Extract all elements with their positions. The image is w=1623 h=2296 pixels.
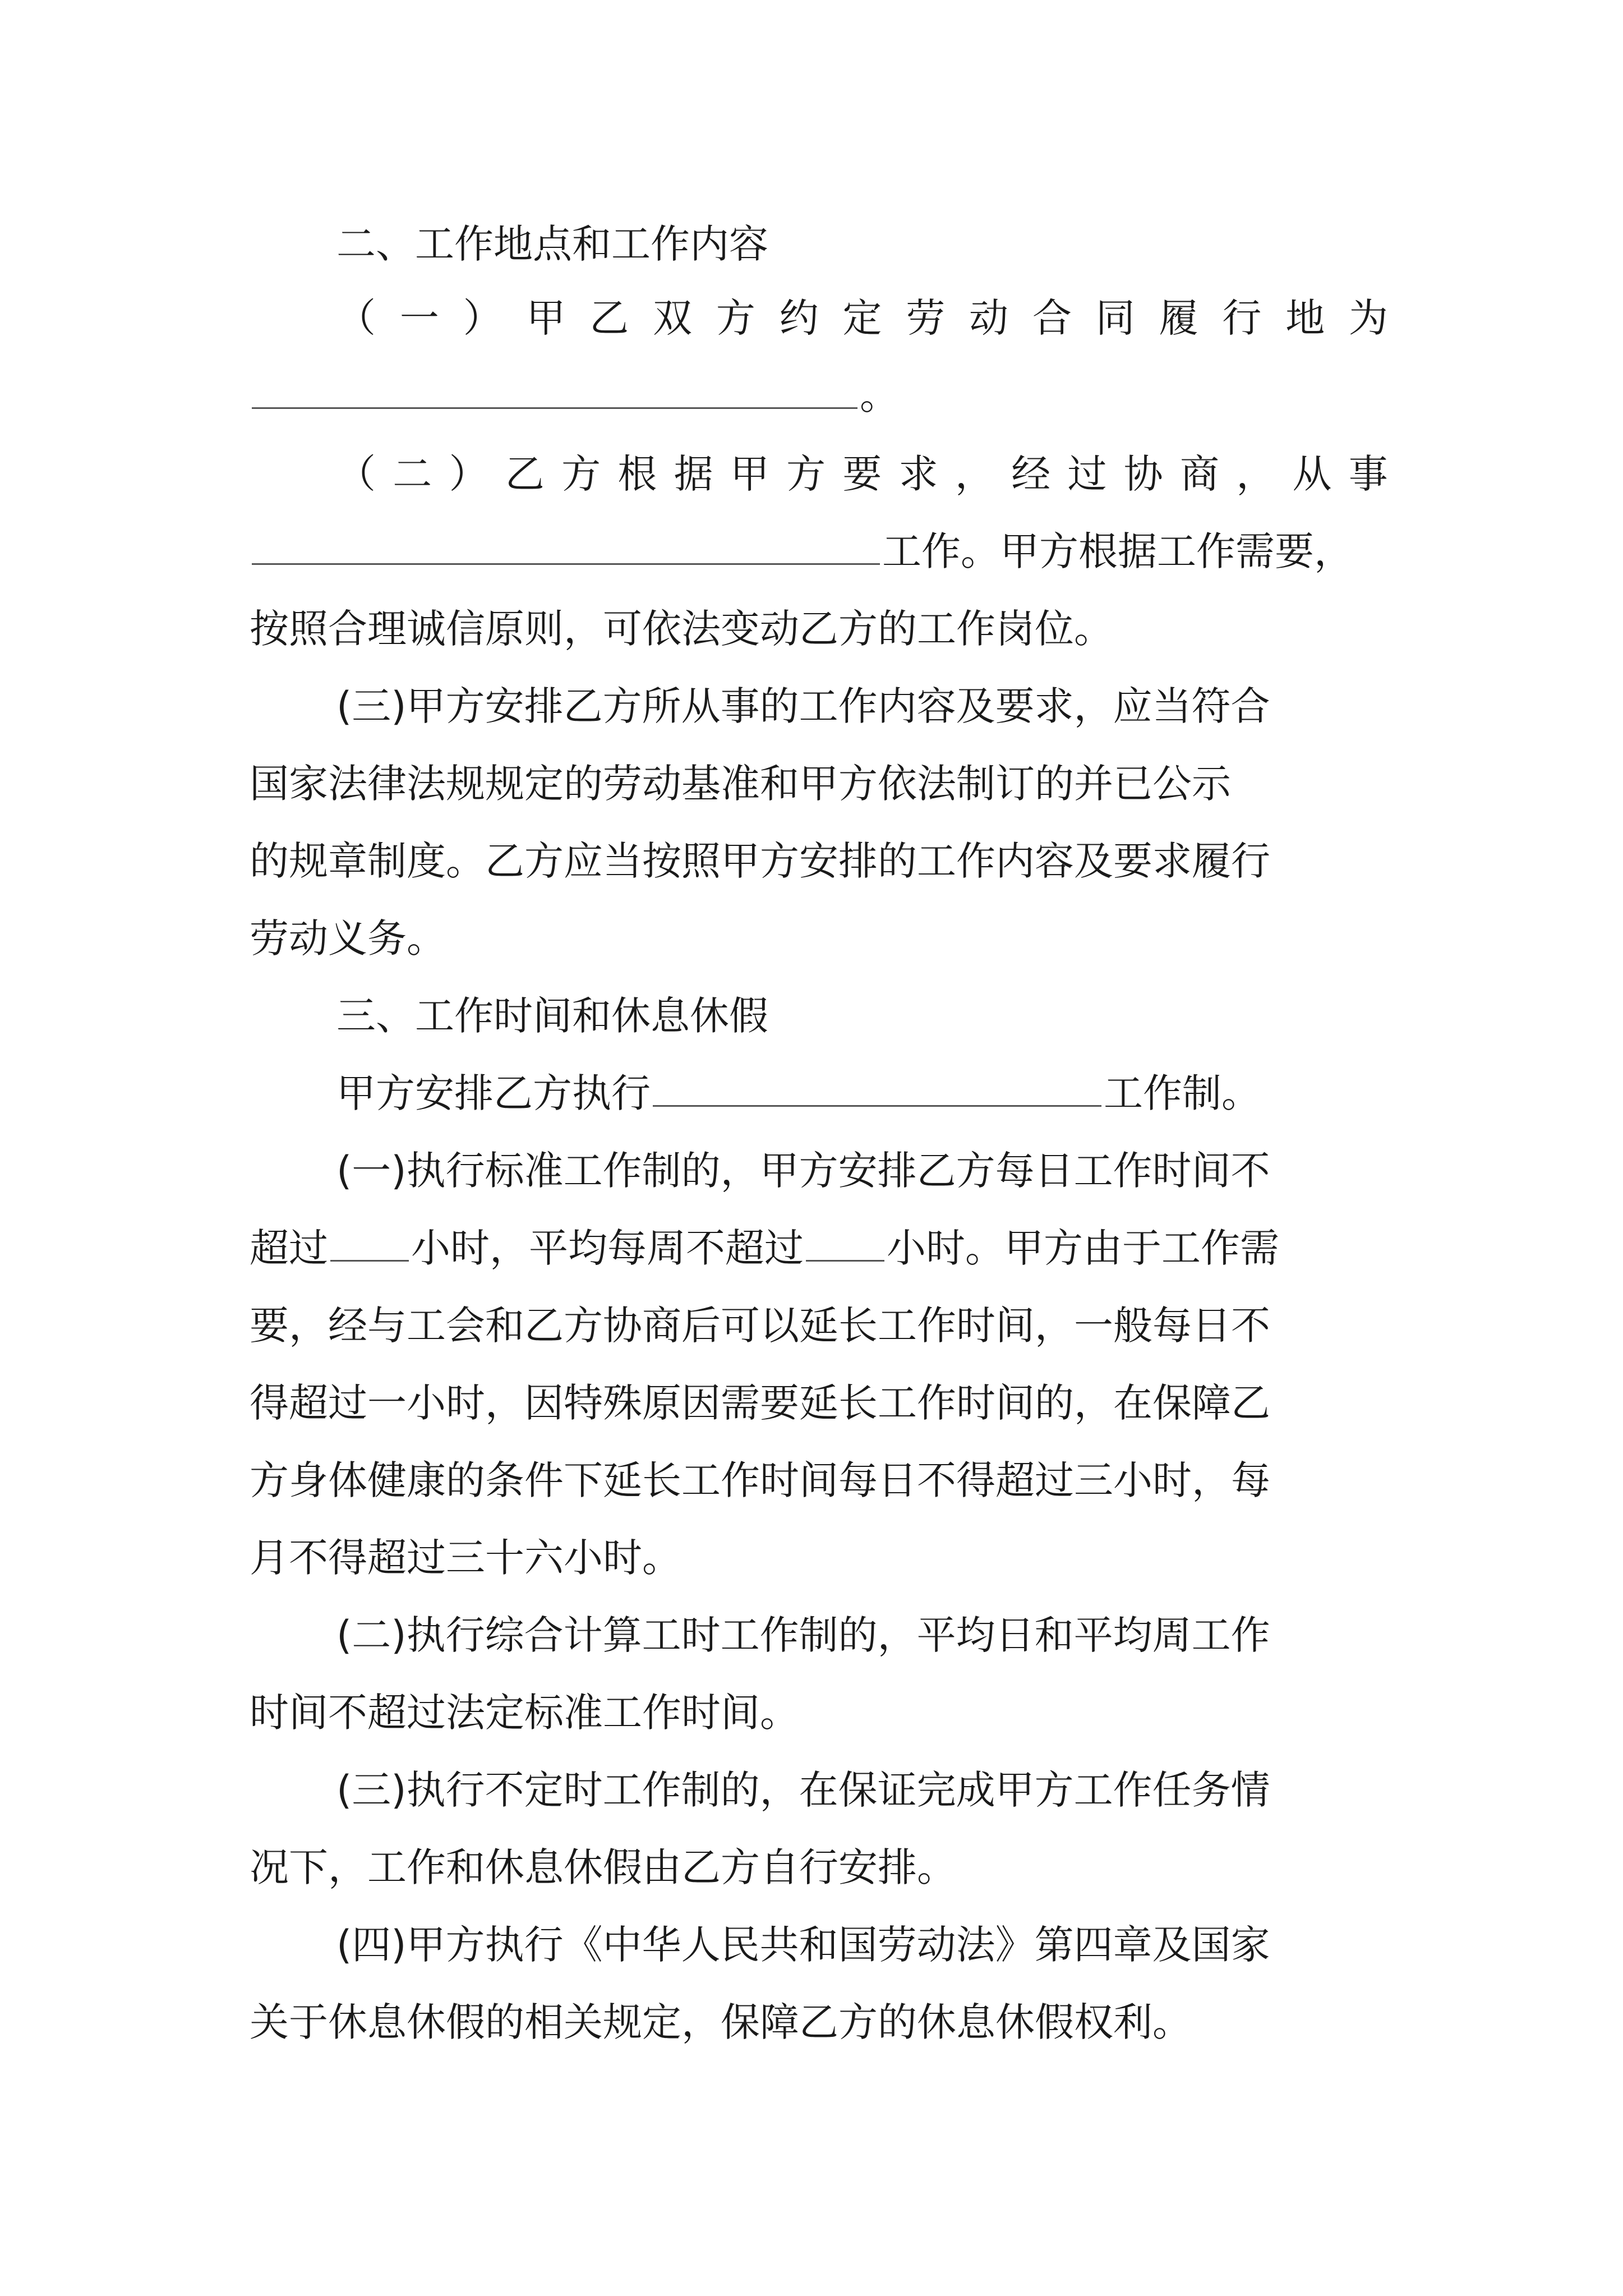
clause-2-2-char-12: 经 bbox=[1011, 451, 1051, 497]
clause-3-1-line-3: 要，经与工会和乙方协商后可以延长工作时间，一般每日不 bbox=[250, 1303, 1270, 1349]
clause-3-3-line-1: (三)执行不定时工作制的，在保证完成甲方工作任务情 bbox=[336, 1767, 1270, 1813]
clause-2-2-char-2: ） bbox=[449, 451, 488, 497]
clause-2-2-char-18: 事 bbox=[1348, 451, 1388, 497]
clause-2-2-char-16: ， bbox=[1236, 451, 1276, 497]
clause-3-1-l2-c: 小时。甲方由于工作需 bbox=[887, 1225, 1279, 1271]
clause-2-2-char-8: 方 bbox=[786, 451, 826, 497]
clause-2-2-char-11: ， bbox=[955, 451, 994, 497]
clause-3-2-line-1: (二)执行综合计算工时工作制的，平均日和平均周工作 bbox=[336, 1612, 1270, 1658]
clause-2-1-char-15: 地 bbox=[1285, 295, 1325, 341]
clause-2-1-char-11: 合 bbox=[1032, 295, 1072, 341]
clause-3-3-line-2: 况下，工作和休息休假由乙方自行安排。 bbox=[250, 1844, 956, 1890]
clause-2-2-char-10: 求 bbox=[898, 451, 938, 497]
clause-2-2-char-0: （ bbox=[336, 451, 376, 497]
clause-2-2-char-15: 商 bbox=[1179, 451, 1219, 497]
clause-2-1-char-5: 双 bbox=[653, 295, 693, 341]
blank-daily-hours bbox=[330, 1220, 409, 1262]
clause-2-1-char-8: 定 bbox=[842, 295, 882, 341]
clause-3-1-l2-a: 超过 bbox=[250, 1225, 328, 1271]
clause-2-1-char-7: 约 bbox=[779, 295, 819, 341]
clause-2-2-char-13: 过 bbox=[1067, 451, 1107, 497]
clause-3-4-line-2: 关于休息休假的相关规定，保障乙方的休息休假权利。 bbox=[250, 1999, 1192, 2045]
clause-2-1-char-0: （ bbox=[336, 295, 376, 341]
clause-3-1-line-2 bbox=[250, 1217, 1388, 1279]
section-heading-work-location: 二、工作地点和工作内容 bbox=[336, 221, 768, 267]
section-heading-work-hours: 三、工作时间和休息休假 bbox=[336, 993, 768, 1039]
clause-3-2-line-2: 时间不超过法定标准工作时间。 bbox=[250, 1690, 799, 1736]
clause-2-1-char-3: 甲 bbox=[526, 295, 566, 341]
clause-2-1-char-12: 同 bbox=[1095, 295, 1135, 341]
clause-2-2-line-2 bbox=[250, 521, 1388, 582]
clause-3-4-line-1: (四)甲方执行《中华人民共和国劳动法》第四章及国家 bbox=[336, 1922, 1270, 1968]
clause-3-1-line-4: 得超过一小时，因特殊原因需要延长工作时间的，在保障乙 bbox=[250, 1380, 1270, 1426]
clause-2-2-line-3: 按照合理诚信原则，可依法变动乙方的工作岗位。 bbox=[250, 606, 1113, 652]
clause-2-1-line-1 bbox=[336, 287, 1388, 349]
clause-2-2-line-2-text: 工作。甲方根据工作需要， bbox=[882, 528, 1353, 574]
clause-2-2-char-9: 要 bbox=[842, 451, 882, 497]
clause-2-1-char-6: 方 bbox=[716, 295, 755, 341]
clause-2-2-char-4: 方 bbox=[561, 451, 601, 497]
blank-weekly-hours bbox=[806, 1220, 884, 1262]
clause-2-1-char-2: ） bbox=[463, 295, 502, 341]
clause-2-1-char-16: 为 bbox=[1349, 295, 1388, 341]
clause-2-2-line-1 bbox=[336, 443, 1388, 505]
work-system-pre: 甲方安排乙方执行 bbox=[336, 1070, 651, 1116]
clause-2-1-char-9: 劳 bbox=[906, 295, 946, 341]
clause-2-1-line-2 bbox=[250, 365, 1388, 426]
blank-job-position bbox=[252, 523, 880, 565]
work-system-line bbox=[336, 1062, 1388, 1124]
clause-2-1-char-14: 行 bbox=[1222, 295, 1262, 341]
clause-2-3-line-1: (三)甲方安排乙方所从事的工作内容及要求，应当符合 bbox=[336, 683, 1270, 729]
clause-2-2-char-6: 据 bbox=[674, 451, 713, 497]
clause-2-2-char-7: 甲 bbox=[730, 451, 769, 497]
clause-3-1-line-5: 方身体健康的条件下延长工作时间每日不得超过三小时，每 bbox=[250, 1457, 1270, 1503]
clause-2-2-char-3: 乙 bbox=[505, 451, 545, 497]
work-system-post: 工作制。 bbox=[1104, 1070, 1261, 1116]
clause-2-1-char-1: 一 bbox=[399, 295, 439, 341]
clause-2-3-line-3: 的规章制度。乙方应当按照甲方安排的工作内容及要求履行 bbox=[250, 838, 1270, 884]
clause-2-1-end: 。 bbox=[860, 372, 899, 418]
clause-3-1-line-6: 月不得超过三十六小时。 bbox=[250, 1535, 681, 1581]
clause-2-2-char-1: 二 bbox=[393, 451, 432, 497]
blank-work-system bbox=[653, 1065, 1101, 1107]
blank-contract-location bbox=[252, 367, 857, 409]
clause-2-1-char-10: 动 bbox=[969, 295, 1009, 341]
clause-2-2-char-17: 从 bbox=[1292, 451, 1332, 497]
clause-2-1-char-13: 履 bbox=[1159, 295, 1198, 341]
clause-2-2-char-14: 协 bbox=[1123, 451, 1163, 497]
clause-2-3-line-4: 劳动义务。 bbox=[250, 915, 446, 961]
clause-2-2-char-5: 根 bbox=[617, 451, 657, 497]
clause-2-3-line-2: 国家法律法规规定的劳动基准和甲方依法制订的并已公示 bbox=[250, 761, 1231, 807]
clause-3-1-l2-b: 小时，平均每周不超过 bbox=[411, 1225, 804, 1271]
clause-2-1-char-4: 乙 bbox=[589, 295, 629, 341]
clause-3-1-line-1: (一)执行标准工作制的，甲方安排乙方每日工作时间不 bbox=[336, 1148, 1270, 1194]
